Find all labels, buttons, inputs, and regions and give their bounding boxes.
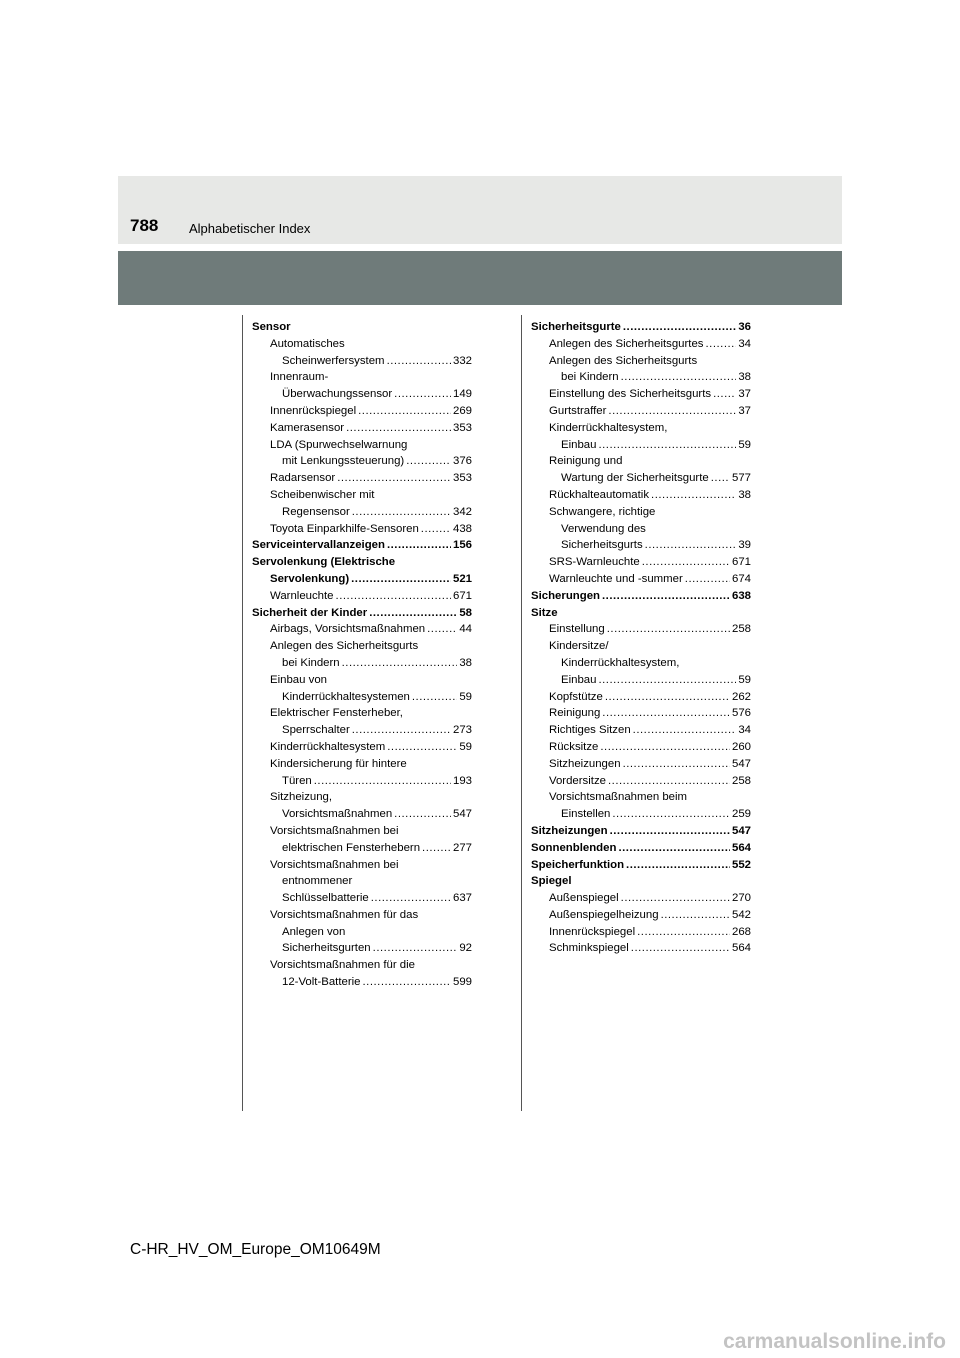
index-entry <box>252 638 472 655</box>
index-entry-page: 521 <box>452 572 472 585</box>
index-entry-page: 270 <box>731 892 751 905</box>
leader-dots <box>612 806 730 823</box>
index-entry-page: 59 <box>738 673 751 686</box>
leader-dots <box>626 857 730 874</box>
index-entry-text: Sitze <box>531 606 558 619</box>
leader-dots <box>713 386 736 403</box>
index-entry <box>531 789 751 806</box>
index-entry-page: 38 <box>459 656 472 669</box>
index-entry <box>252 890 472 907</box>
section-bar <box>118 251 842 305</box>
leader-dots <box>351 571 451 588</box>
index-entry-text: Serviceintervallanzeigen <box>252 539 385 552</box>
index-entry <box>252 940 472 957</box>
index-entry <box>531 521 751 538</box>
index-entry-text: Kopfstütze <box>549 690 603 703</box>
index-entry-page: 258 <box>731 623 751 636</box>
index-entry-text: 12-Volt-Batterie <box>282 976 361 989</box>
leader-dots <box>608 403 736 420</box>
index-entry-text: Kinderrückhaltesystem, <box>549 421 668 434</box>
index-entry-text: Kindersitze/ <box>549 640 609 653</box>
leader-dots <box>623 756 730 773</box>
index-entry <box>531 453 751 470</box>
index-entry-text: Wartung der Sicherheitsgurte <box>561 472 709 485</box>
index-entry-text: Sitzheizungen <box>531 824 608 837</box>
index-entry-text: Sicherheitsgurts <box>561 539 643 552</box>
index-entry-text: Elektrischer Fensterheber, <box>270 707 403 720</box>
index-entry-page: 259 <box>731 808 751 821</box>
leader-dots <box>631 940 730 957</box>
index-entry-text: Vordersitze <box>549 774 606 787</box>
index-entry-text: entnommener <box>282 875 353 888</box>
index-entry <box>252 403 472 420</box>
index-entry <box>531 554 751 571</box>
index-entry-text: SRS-Warnleuchte <box>549 556 640 569</box>
leader-dots <box>651 487 736 504</box>
index-entry-text: Airbags, Vorsichtsmaßnahmen <box>270 623 426 636</box>
index-entry-text: Überwachungssensor <box>282 388 393 401</box>
index-entry <box>531 857 751 874</box>
index-entry-page: 376 <box>452 455 472 468</box>
index-entry-text: Servolenkung) <box>270 572 350 585</box>
index-entry-page: 547 <box>731 824 751 837</box>
index-entry <box>531 924 751 941</box>
index-entry-text: Richtiges Sitzen <box>549 724 631 737</box>
index-entry-page: 547 <box>452 808 472 821</box>
index-entry <box>531 638 751 655</box>
index-entry <box>531 605 751 622</box>
index-entry-text: Sperrschalter <box>282 724 350 737</box>
leader-dots <box>427 621 457 638</box>
index-entry-text: Toyota Einparkhilfe-Sensoren <box>270 522 419 535</box>
leader-dots <box>337 470 451 487</box>
leader-dots <box>373 940 458 957</box>
leader-dots <box>352 504 451 521</box>
index-entry <box>252 857 472 874</box>
index-entry <box>252 957 472 974</box>
index-entry <box>252 386 472 403</box>
index-entry <box>252 588 472 605</box>
index-entry-text: Scheinwerfersystem <box>282 354 385 367</box>
index-entry-text: Reinigung und <box>549 455 623 468</box>
leader-dots <box>342 655 458 672</box>
leader-dots <box>706 336 737 353</box>
index-entry <box>252 453 472 470</box>
index-entry-text: Rücksitze <box>549 740 599 753</box>
index-entry <box>252 504 472 521</box>
index-entry <box>252 554 472 571</box>
index-entry <box>531 722 751 739</box>
index-entry-page: 34 <box>738 724 751 737</box>
index-entry-text: Gurtstraffer <box>549 404 607 417</box>
index-entry-text: Vorsichtsmaßnahmen für die <box>270 959 415 972</box>
index-entry <box>531 705 751 722</box>
index-entry-page: 258 <box>731 774 751 787</box>
index-entry-page: 193 <box>452 774 472 787</box>
index-entry-text: Anlegen des Sicherheitsgurts <box>270 640 419 653</box>
index-entry-page: 638 <box>731 589 751 602</box>
index-entry-text: Einbau von <box>270 673 327 686</box>
index-entry-text: Regensensor <box>282 505 350 518</box>
index-entry-text: Kinderrückhaltesystem, <box>561 656 680 669</box>
leader-dots <box>421 521 451 538</box>
index-column-right <box>531 319 751 957</box>
leader-dots <box>387 739 457 756</box>
leader-dots <box>412 689 457 706</box>
index-entry <box>531 470 751 487</box>
leader-dots <box>352 722 451 739</box>
leader-dots <box>600 739 730 756</box>
index-entry <box>531 420 751 437</box>
index-entry-text: Schminkspiegel <box>549 942 629 955</box>
index-entry-text: Sicherheit der Kinder <box>252 606 368 619</box>
leader-dots <box>685 571 730 588</box>
index-entry-page: 671 <box>731 556 751 569</box>
leader-dots <box>602 705 730 722</box>
index-entry <box>252 571 472 588</box>
index-entry-text: Außenspiegelheizung <box>549 908 659 921</box>
index-entry <box>252 369 472 386</box>
index-entry <box>252 437 472 454</box>
index-entry <box>531 386 751 403</box>
right-column-rule <box>521 315 522 1111</box>
index-entry-text: Rückhalteautomatik <box>549 488 650 501</box>
index-entry-text: Einbau <box>561 673 597 686</box>
index-entry <box>531 773 751 790</box>
index-entry-text: bei Kindern <box>282 656 340 669</box>
index-entry-text: Kinderrückhaltesystemen <box>282 690 410 703</box>
index-entry-text: Anlegen des Sicherheitsgurts <box>549 354 698 367</box>
index-entry-text: Sicherheitsgurten <box>282 942 371 955</box>
index-entry-text: Innenrückspiegel <box>549 925 636 938</box>
index-entry <box>531 621 751 638</box>
index-entry-page: 34 <box>738 337 751 350</box>
index-entry <box>252 621 472 638</box>
index-entry <box>531 437 751 454</box>
index-entry-text: Anlegen des Sicherheitsgurtes <box>549 337 704 350</box>
index-entry-page: 273 <box>452 724 472 737</box>
index-entry-text: Sonnenblenden <box>531 841 617 854</box>
leader-dots <box>394 806 451 823</box>
leader-dots <box>661 907 730 924</box>
document-code: C-HR_HV_OM_Europe_OM10649M <box>130 1241 381 1258</box>
left-column-rule <box>242 315 243 1111</box>
index-entry-page: 542 <box>731 908 751 921</box>
index-entry <box>252 924 472 941</box>
index-entry-text: Spiegel <box>531 875 572 888</box>
index-entry-text: Speicherfunktion <box>531 858 625 871</box>
index-entry <box>531 353 751 370</box>
index-entry-text: Einstellung des Sicherheitsgurts <box>549 388 712 401</box>
index-entry <box>531 403 751 420</box>
leader-dots <box>621 369 737 386</box>
index-entry-text: Schwangere, richtige <box>549 505 656 518</box>
index-entry <box>531 504 751 521</box>
index-entry-page: 671 <box>452 589 472 602</box>
index-entry-page: 599 <box>452 976 472 989</box>
leader-dots <box>711 470 730 487</box>
leader-dots <box>371 890 451 907</box>
index-entry <box>531 940 751 957</box>
index-entry <box>531 336 751 353</box>
index-entry <box>531 890 751 907</box>
index-entry-page: 37 <box>738 404 751 417</box>
index-entry-text: Warnleuchte und -summer <box>549 572 683 585</box>
index-entry-page: 38 <box>738 488 751 501</box>
index-entry-page: 269 <box>452 404 472 417</box>
page-number: 788 <box>130 216 159 235</box>
leader-dots <box>633 722 737 739</box>
index-entry-page: 564 <box>731 841 751 854</box>
index-entry-text: Vorsichtsmaßnahmen für das <box>270 908 419 921</box>
leader-dots <box>336 588 451 605</box>
index-entry-text: Anlegen von <box>282 925 346 938</box>
index-entry-page: 44 <box>459 623 472 636</box>
index-entry-text: Innenraum- <box>270 371 329 384</box>
index-entry <box>531 689 751 706</box>
index-entry <box>531 571 751 588</box>
index-entry <box>531 588 751 605</box>
leader-dots <box>602 588 730 605</box>
leader-dots <box>598 437 736 454</box>
index-entry-text: Vorsichtsmaßnahmen <box>282 808 393 821</box>
index-entry-text: mit Lenkungssteuerung) <box>282 455 405 468</box>
index-entry <box>531 840 751 857</box>
index-entry-text: Schlüsselbatterie <box>282 892 369 905</box>
index-entry-text: LDA (Spurwechselwarnung <box>270 438 408 451</box>
index-entry-page: 577 <box>731 472 751 485</box>
index-entry-text: Innenrückspiegel <box>270 404 357 417</box>
leader-dots <box>645 537 737 554</box>
leader-dots <box>618 840 730 857</box>
index-entry-text: bei Kindern <box>561 371 619 384</box>
leader-dots <box>642 554 730 571</box>
leader-dots <box>314 773 451 790</box>
leader-dots <box>422 840 451 857</box>
leader-dots <box>598 672 736 689</box>
index-entry <box>252 773 472 790</box>
index-entry-page: 637 <box>452 892 472 905</box>
index-entry-page: 342 <box>452 505 472 518</box>
index-entry <box>252 353 472 370</box>
index-entry <box>252 806 472 823</box>
index-entry-text: Sicherungen <box>531 589 600 602</box>
leader-dots <box>369 605 457 622</box>
index-entry-text: Außenspiegel <box>549 892 619 905</box>
index-entry-page: 547 <box>731 757 751 770</box>
leader-dots <box>394 386 451 403</box>
index-entry-page: 353 <box>452 421 472 434</box>
index-entry <box>252 873 472 890</box>
index-entry-page: 58 <box>459 606 472 619</box>
index-entry-text: Sicherheitsgurte <box>531 321 621 333</box>
index-entry <box>252 420 472 437</box>
index-entry-text: Kamerasensor <box>270 421 345 434</box>
leader-dots <box>607 621 730 638</box>
index-entry <box>252 336 472 353</box>
leader-dots <box>610 823 730 840</box>
leader-dots <box>346 420 451 437</box>
index-entry-page: 37 <box>738 388 751 401</box>
index-entry <box>531 806 751 823</box>
index-entry-page: 39 <box>738 539 751 552</box>
index-entry-page: 438 <box>452 522 472 535</box>
index-entry-page: 564 <box>731 942 751 955</box>
section-title: Alphabetischer Index <box>189 221 311 236</box>
index-entry <box>252 722 472 739</box>
index-entry <box>252 840 472 857</box>
index-entry <box>252 756 472 773</box>
index-entry <box>531 756 751 773</box>
index-entry-text: Türen <box>282 774 312 787</box>
index-entry-text: Einstellen <box>561 808 611 821</box>
index-entry-page: 59 <box>459 740 472 753</box>
index-entry <box>531 487 751 504</box>
index-entry-text: elektrischen Fensterhebern <box>282 841 421 854</box>
index-entry <box>252 521 472 538</box>
index-entry-page: 38 <box>738 371 751 384</box>
index-entry-text: Radarsensor <box>270 472 336 485</box>
leader-dots <box>363 974 451 991</box>
index-entry-page: 353 <box>452 472 472 485</box>
index-entry-page: 277 <box>452 841 472 854</box>
index-entry-text: Reinigung <box>549 707 601 720</box>
index-column-left <box>252 319 472 991</box>
index-entry <box>531 873 751 890</box>
index-entry-text: Vorsichtsmaßnahmen bei <box>270 858 399 871</box>
index-entry-text: Kinderrückhaltesystem <box>270 740 386 753</box>
watermark: carmanualsonline.info <box>723 1330 946 1353</box>
leader-dots <box>623 319 736 336</box>
index-entry <box>252 319 472 336</box>
index-entry-text: Sitzheizungen <box>549 757 621 770</box>
index-entry-page: 552 <box>731 858 751 871</box>
index-entry-text: Kindersicherung für hintere <box>270 757 407 770</box>
index-entry <box>531 907 751 924</box>
index-entry-text: Einstellung <box>549 623 605 636</box>
index-entry-text: Einbau <box>561 438 597 451</box>
index-entry <box>531 319 751 336</box>
leader-dots <box>605 689 730 706</box>
index-entry-page: 59 <box>738 438 751 451</box>
index-entry <box>252 655 472 672</box>
index-entry-page: 332 <box>452 354 472 367</box>
index-entry-text: Automatisches <box>270 337 345 350</box>
index-entry-page: 260 <box>731 740 751 753</box>
index-entry-text: Scheibenwischer mit <box>270 488 375 501</box>
index-entry-page: 268 <box>731 925 751 938</box>
index-entry <box>252 974 472 991</box>
index-entry-text: Vorsichtsmaßnahmen beim <box>549 791 688 804</box>
index-entry <box>252 789 472 806</box>
leader-dots <box>608 773 730 790</box>
index-entry-page: 36 <box>738 321 751 333</box>
index-entry <box>252 739 472 756</box>
index-entry <box>252 823 472 840</box>
index-entry-page: 576 <box>731 707 751 720</box>
index-entry <box>252 605 472 622</box>
index-entry-page: 156 <box>452 539 472 552</box>
index-entry-page: 262 <box>731 690 751 703</box>
index-entry <box>252 537 472 554</box>
leader-dots <box>358 403 451 420</box>
index-entry-text: Vorsichtsmaßnahmen bei <box>270 824 399 837</box>
index-entry <box>531 537 751 554</box>
index-entry-text: Sitzheizung, <box>270 791 333 804</box>
leader-dots <box>387 353 451 370</box>
index-entry <box>531 369 751 386</box>
index-entry-text: Sensor <box>252 321 291 333</box>
index-entry <box>252 487 472 504</box>
leader-dots <box>406 453 451 470</box>
index-entry <box>252 672 472 689</box>
leader-dots <box>637 924 730 941</box>
index-entry <box>531 655 751 672</box>
index-entry <box>531 823 751 840</box>
index-entry-page: 92 <box>459 942 472 955</box>
index-entry <box>252 907 472 924</box>
leader-dots <box>387 537 451 554</box>
leader-dots <box>621 890 730 907</box>
index-entry-text: Warnleuchte <box>270 589 334 602</box>
index-entry <box>252 470 472 487</box>
index-entry <box>252 705 472 722</box>
index-entry-page: 59 <box>459 690 472 703</box>
index-entry <box>531 672 751 689</box>
index-entry-text: Verwendung des <box>561 522 646 535</box>
index-entry <box>252 689 472 706</box>
index-entry-page: 674 <box>731 572 751 585</box>
index-entry-text: Servolenkung (Elektrische <box>252 556 396 569</box>
index-entry-page: 149 <box>452 388 472 401</box>
index-entry <box>531 739 751 756</box>
